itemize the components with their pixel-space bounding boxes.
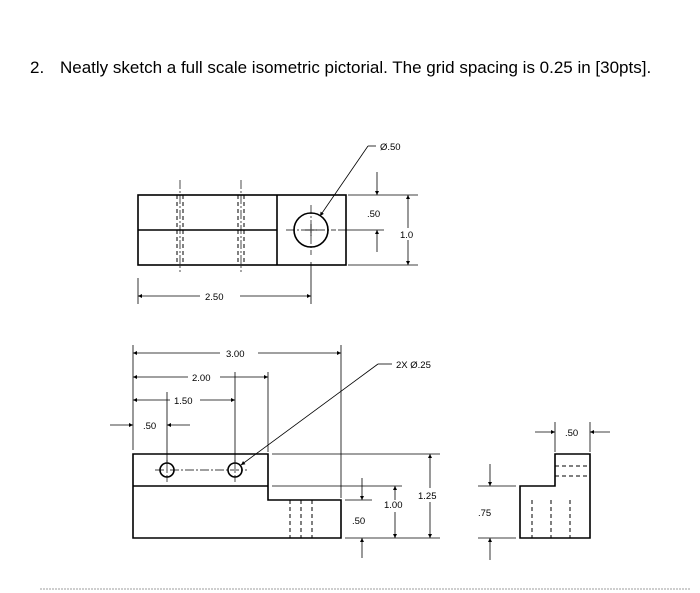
dim-front-step-height: 1.00 [384, 500, 403, 511]
question-number: 2. [30, 58, 45, 77]
dim-top-hole-diameter: Ø.50 [380, 142, 401, 153]
dim-front-hole1-location: 1.50 [174, 396, 193, 407]
dim-front-total-height: 1.25 [418, 491, 437, 502]
dim-top-hole-offset: .50 [367, 209, 381, 220]
dim-top-block-length: 2.50 [205, 292, 224, 303]
dim-top-depth: 1.0 [400, 230, 414, 241]
holes-leader [241, 364, 378, 465]
side-view [478, 422, 610, 560]
dim-front-right-height: .50 [352, 516, 366, 527]
dim-front-hole2-location: 2.00 [192, 373, 211, 384]
diameter-leader [320, 146, 368, 216]
dim-front-overall-length: 3.00 [226, 349, 245, 360]
question-statement: Neatly sketch a full scale isometric pictorial. The grid spacing is 0.25 in [30pts]. [60, 58, 652, 77]
front-view-outline [133, 454, 341, 538]
top-view [138, 142, 418, 304]
front-view [110, 345, 440, 558]
dim-front-holes-note: 2X Ø.25 [396, 360, 431, 371]
dim-side-height: .75 [478, 508, 492, 519]
dim-front-edge-offset: .50 [143, 421, 157, 432]
dim-side-width: .50 [565, 428, 579, 439]
side-view-outline [520, 454, 590, 538]
